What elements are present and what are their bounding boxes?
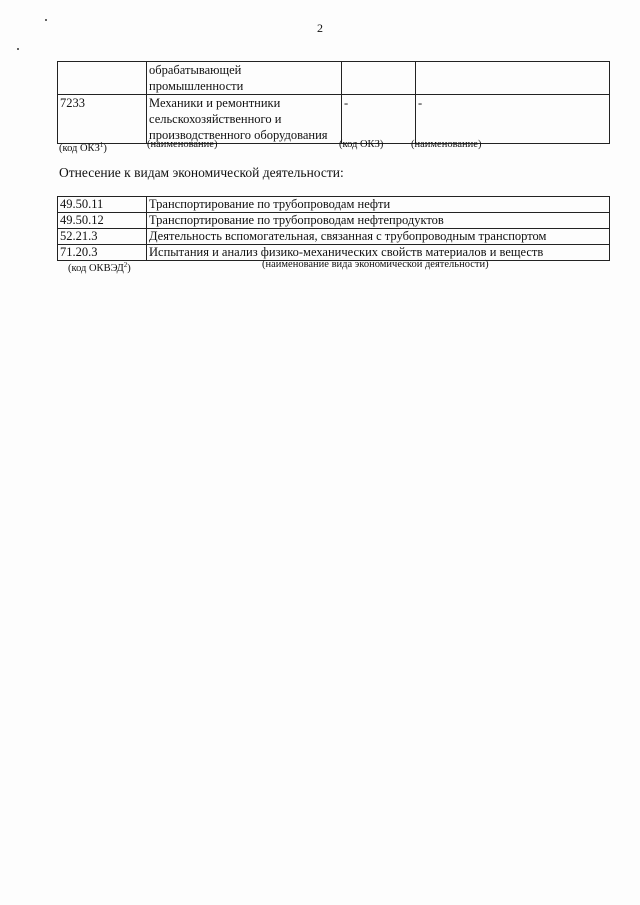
okz-name-line: производственного оборудования: [149, 128, 328, 142]
okz-name-line: обрабатывающей: [149, 63, 242, 77]
okz-table: [57, 61, 610, 144]
scan-speck: [17, 48, 19, 50]
okved-name-cell: Транспортирование по трубопроводам нефти: [147, 197, 610, 213]
okz-alt-name-caption: (наименование): [411, 139, 482, 150]
okz-name-caption: (наименование): [147, 139, 218, 150]
okz-alt-code-cell: -: [342, 95, 416, 144]
okz-alt-name-cell: [416, 62, 610, 95]
table-row: [58, 62, 610, 95]
table-row: [58, 229, 610, 245]
okved-code-caption: [68, 259, 131, 275]
okz-name-line: промышленности: [149, 79, 244, 93]
caption-text: (код ОКЗ: [59, 143, 100, 154]
caption-close: ): [127, 263, 131, 274]
okved-name-cell: Деятельность вспомогательная, связанная с трубопроводным транспортом: [147, 229, 610, 245]
table-row: [58, 213, 610, 229]
okved-code-cell: 52.21.3: [58, 229, 147, 245]
okved-code-cell: 49.50.12: [58, 213, 147, 229]
table-row: [58, 95, 610, 144]
okved-name-caption: (наименование вида экономической деятельности): [262, 259, 489, 270]
page-number: 2: [317, 21, 323, 35]
okz-alt-code-cell: [342, 62, 416, 95]
activities-heading: Отнесение к видам экономической деятельности:: [59, 165, 344, 180]
okz-code-cell: 7233: [58, 95, 147, 144]
okz-alt-code-caption: (код ОКЗ): [339, 139, 384, 150]
caption-close: ): [103, 143, 107, 154]
okved-code-cell: 49.50.11: [58, 197, 147, 213]
okz-name-cell: [147, 95, 342, 144]
okved-name-cell: Испытания и анализ физико-механических свойств материалов и веществ: [147, 245, 610, 261]
okved-table: [57, 196, 610, 261]
okz-alt-name-cell: -: [416, 95, 610, 144]
okz-name-line: Механики и ремонтники: [149, 96, 281, 110]
table-row: [58, 197, 610, 213]
okz-name-line: сельскохозяйственного и: [149, 112, 282, 126]
caption-text: (код ОКВЭД: [68, 263, 124, 274]
okved-name-cell: Транспортирование по трубопроводам нефтепродуктов: [147, 213, 610, 229]
okz-name-cell: [147, 62, 342, 95]
okved-code-cell: 71.20.3: [58, 245, 147, 261]
footnote-marker: 2: [123, 261, 128, 269]
okz-code-caption: [59, 139, 107, 155]
okz-code-cell: [58, 62, 147, 95]
footnote-marker: 1: [99, 141, 104, 149]
